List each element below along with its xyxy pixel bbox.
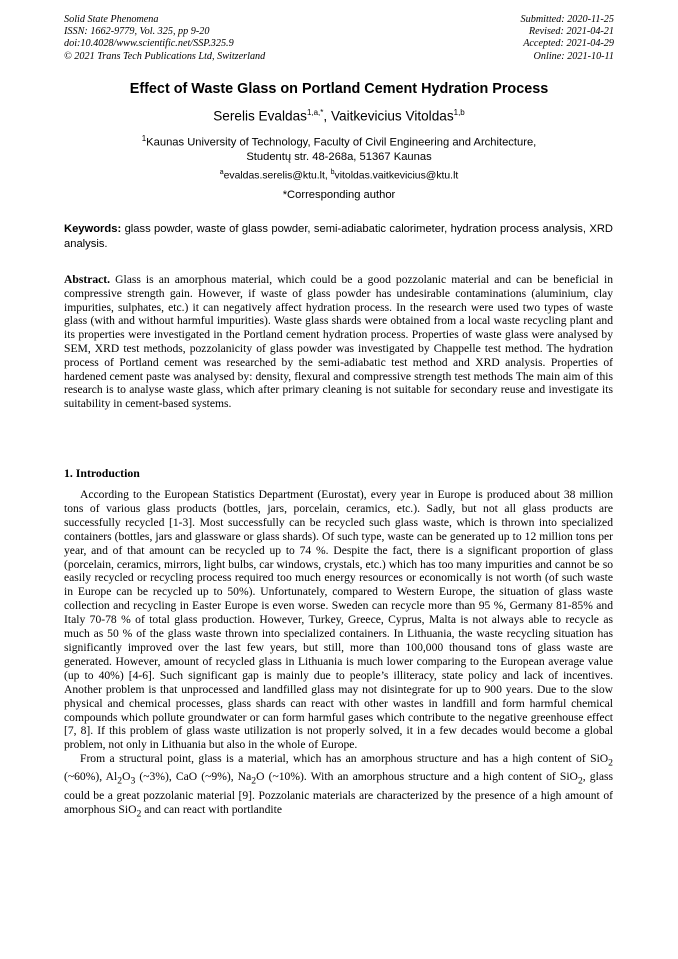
text-run: O (~10%). With an amorphous structure and a high content of SiO [256,770,578,784]
journal-copyright: © 2021 Trans Tech Publications Ltd, Switzerland [64,50,266,62]
text-run: and can react with portlandite [141,802,282,816]
journal-doi: doi:10.4028/www.scientific.net/SSP.325.9 [64,38,234,50]
subscript: 2 [136,807,142,819]
text-run: (~3%), CaO (~9%), Na [135,770,252,784]
text-run: O [122,770,131,784]
date-submitted: Submitted: 2020-11-25 [520,14,614,25]
publication-dates [521,14,614,63]
journal-name: Solid State Phenomena [64,14,159,25]
author-2-affiliation: 1,b [453,108,465,117]
introduction-body [64,488,613,821]
subscript: 2 [608,757,613,769]
affiliation-line-1: Kaunas University of Technology, Faculty of Civil Engineering and Architecture, [146,136,537,149]
subscript: 3 [130,775,136,787]
date-accepted: Accepted: 2021-04-29 [523,38,614,50]
keywords-text: glass powder, waste of glass powder, semi-adiabatic calorimeter, hydration process analysis, XRD analysis. [64,223,613,250]
section-heading-introduction: 1. Introduction [64,466,140,480]
introduction-paragraph-2 [64,752,613,821]
text-run: , glass could be a great pozzolanic material [9]. Pozzolanic materials are characterized by the presence of a high amount of amorphous SiO [64,770,613,816]
corresponding-author-note: *Corresponding author [282,189,396,201]
keywords [64,222,613,251]
date-online: Online: 2021-10-11 [533,50,614,62]
affiliation-number: 1 [141,134,147,143]
author-emails [40,166,638,183]
affiliation [40,132,638,165]
text-run: From a structural point, glass is a material, which has an amorphous structure and has a high content of SiO [80,752,609,766]
abstract-text: Glass is an amorphous material, which could be a good pozzolanic material and can be beneficial in compressive strength gain. However, if waste of glass powder has undesirable contaminations (aluminium, clay impurities, sulphates, etc.) it can negatively affect hydration process. In the research were used two types of waste glass (with and without harmful impurities). Waste glass shards were obtained from a local waste recycling plant and its properties were investigated in the Portland cement hydration process. Properties of waste glass were analysed by SEM, XRD test methods, pozzolanicity of glass powder was investigated by Chappelle test method. The hydration process of Portland cement was researched by the semi-adiabatic test method and XRD analysis. Properties of hardened cement paste was analysed by: density, flexural and compressive strength test methods The main aim of this research is to analyse waste glass, which after primary cleaning is not suitable for secondary reuse and investigate its suitability in cement-based systems. [64,273,613,411]
introduction-paragraph-1: According to the European Statistics Department (Eurostat), every year in Europe is produced about 38 million tons of various glass products (bottles, jars, porcelain, ceramics, etc.). Sadly, but not all glass products are successfully recycled [1-3]. Most successfully can be recycled such glass waste, which is thrown into specialized containers (bottles, jars and glassware or glass shards). Of such type, waste can be generated up to 12 million tons per year, and of that amount can be recycled up to 74 %. Despite the fact, there is a significant proportion of glass (porcelain, ceramics, mirrors, light bulbs, car windows, crystals, etc.) which has too many impurities and cannot be so easily recycled or recycling process required too much energy resources or economically is not worth (of such waste in Europe can be recycled up to 50%). Unfortunately, compared to Western Europe, the situation of glass waste collection and recycling in Easter Europe is even worse. Sweden can recycle more than 95 %, Germany 81-85% and Italy 70-78 % of total glass production. However, Turkey, Greece, Cyprus, Malta is not always able to recycle as much as 50 % of the glass waste thrown into specialized containers. In Lithuania, the waste recycling situation has significantly improved over the last few years, but still, more than 100,000 thousand tons of glass waste are generated. However, amount of recycled glass in Lithuania is much lower comparing to the European average value (up to 40%) [4-6]. Such significant gap is mainly due to people’s illiteracy, state policy and lack of incentives. Another problem is that unprocessed and landfilled glass may not disintegrate for up to 900 years. Due to the slow physical and chemical processes, glass shards can react with other wastes in landfill and form harmful chemical compounds which pollute groundwater or can form harmful gases which contribute to the negative greenhouse effect [7, 8]. If this problem of glass waste utilization is not properly solved, it in a few decades would become a global problem, not only in Lithuania but also in the whole of Europe. [64,488,613,752]
email-a-link[interactable]: evaldas.serelis@ktu.lt, [223,170,331,182]
author-2: Vaitkevicius Vitoldas [330,108,454,124]
subscript: 2 [577,775,583,787]
date-revised: Revised: 2021-04-21 [528,26,614,38]
abstract [64,273,613,411]
subscript: 2 [117,775,123,787]
journal-issn: ISSN: 1662-9779, Vol. 325, pp 9-20 [64,26,210,38]
author-list [40,104,638,126]
author-separator: , [323,108,331,124]
journal-info [64,14,265,63]
author-1: Serelis Evaldas [213,108,307,124]
subscript: 2 [251,775,257,787]
email-b-marker: b [330,169,335,176]
paper-title: Effect of Waste Glass on Portland Cement Hydration Process [129,81,549,97]
affiliation-line-2: Studentų str. 48-268a, 51367 Kaunas [246,151,432,164]
keywords-label: Keywords: [64,223,122,235]
text-run: (~60%), Al [64,770,118,784]
email-b-link[interactable]: vitoldas.vaitkevicius@ktu.lt [334,170,459,182]
author-1-affiliation: 1,a,* [306,108,324,117]
email-a-marker: a [219,169,224,176]
abstract-label: Abstract. [64,273,111,286]
